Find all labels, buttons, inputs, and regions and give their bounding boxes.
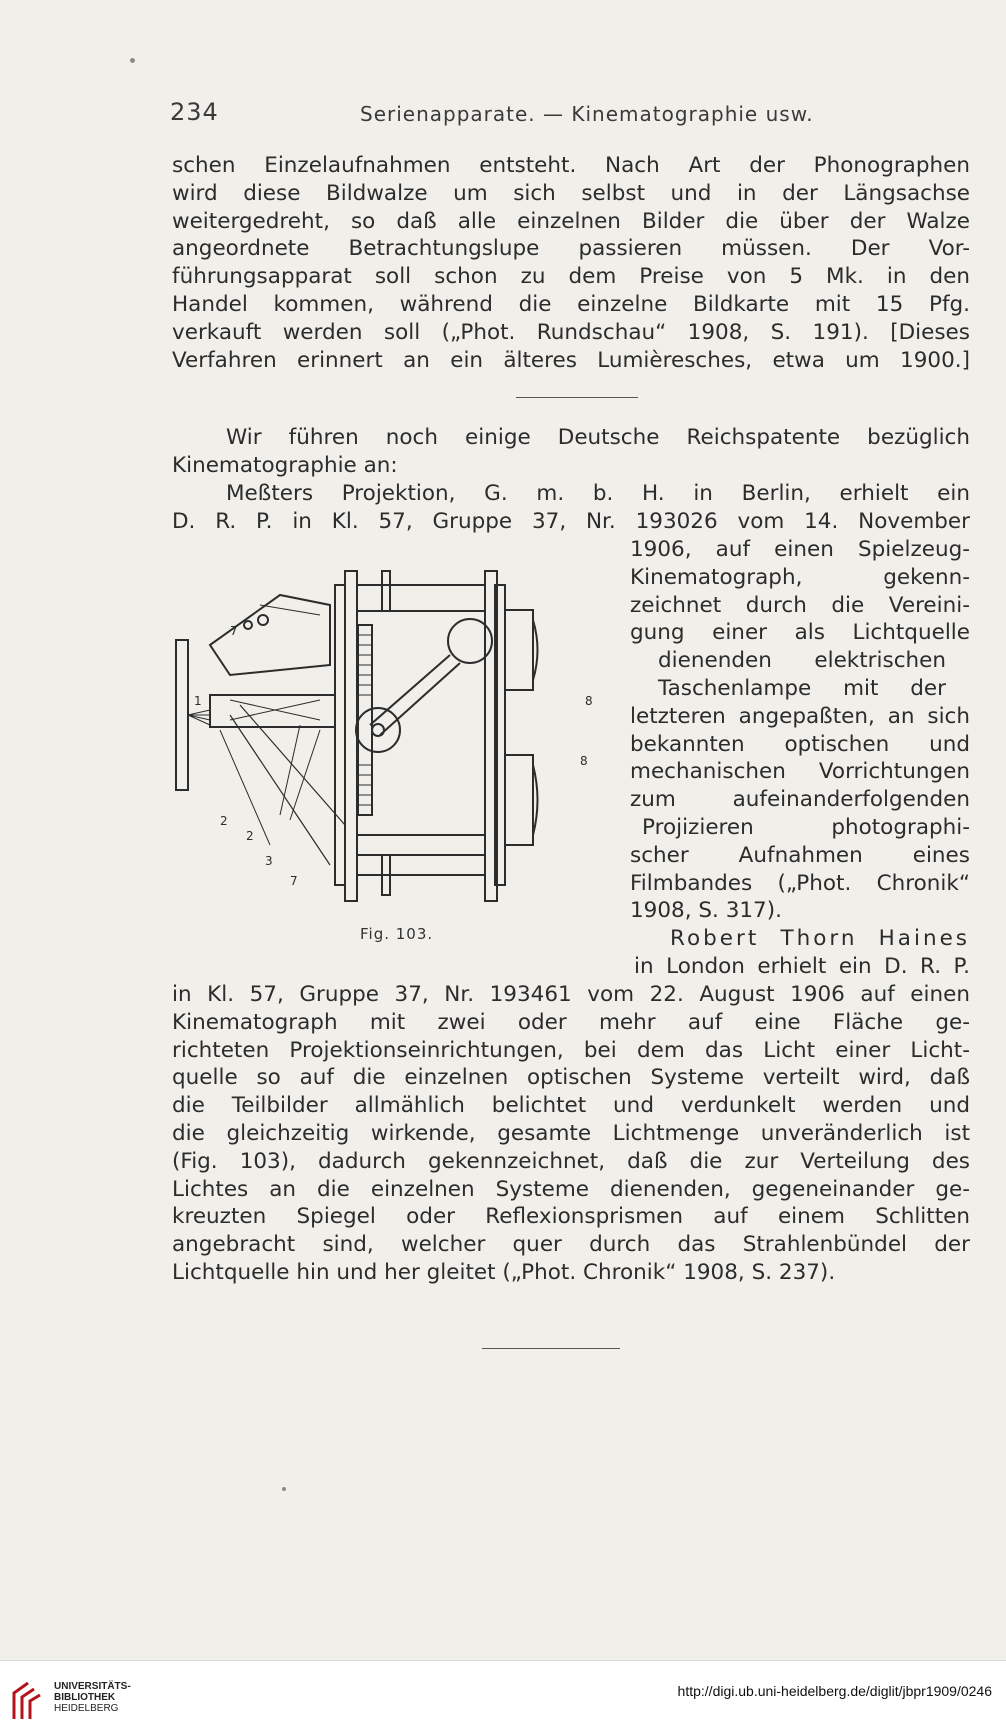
text-line: kreuzten Spiegel oder Reflexionsprismen auf einem Schlitten <box>172 1204 970 1230</box>
library-name <box>54 1681 131 1714</box>
text-line: 1908, S. 317). <box>630 898 782 924</box>
text-line: Filmbandes („Phot. Chronik“ <box>630 870 970 896</box>
text-line: quelle so auf die einzelnen optischen Systeme verteilt wird, daß <box>172 1065 970 1091</box>
running-title: Serienapparate. — Kinematographie usw. <box>360 102 814 126</box>
text-line: Projizieren photographi- <box>642 814 970 840</box>
paragraph-3 <box>172 480 970 536</box>
text-line: die gleichzeitig wirkende, gesamte Lichtmenge unveränderlich ist <box>172 1120 970 1146</box>
text-line: D. R. P. in Kl. 57, Gruppe 37, Nr. 193026 vom 14. November <box>172 508 970 534</box>
scan-speck <box>130 58 135 63</box>
text-line: Meßters Projektion, G. m. b. H. in Berlin, erhielt ein <box>226 481 970 506</box>
figure-label: 1 <box>194 694 202 708</box>
paragraph-4 <box>172 981 970 1287</box>
viewer-footer <box>0 1660 1006 1732</box>
text-line: Taschenlampe mit der <box>658 675 946 701</box>
text-line: die Teilbilder allmählich belichtet und verdunkelt werden und <box>172 1093 970 1119</box>
text-line: in Kl. 57, Gruppe 37, Nr. 193461 vom 22. August 1906 auf einen <box>172 982 970 1007</box>
text-line: letzteren angepaßten, an sich <box>630 703 970 729</box>
text-line: Verfahren erinnert an ein älteres Lumièresches, etwa um 1900.] <box>172 347 970 373</box>
library-logo-icon <box>10 1679 46 1723</box>
text-line: angeordnete Betrachtungslupe passieren müssen. Der Vor- <box>172 236 970 262</box>
text-line: angebracht sind, welcher quer durch das Strahlenbündel der <box>172 1232 970 1258</box>
text-line: wird diese Bildwalze um sich selbst und in der Längsachse <box>172 180 970 206</box>
text-line: gung einer als Lichtquelle <box>630 620 970 646</box>
text-line: führungsapparat soll schon zu dem Preise von 5 Mk. in den <box>172 264 970 290</box>
figure-label: 2 <box>220 814 228 828</box>
figure-label: 7 <box>290 874 298 888</box>
library-name-line: BIBLIOTHEK <box>54 1692 116 1703</box>
page-number: 234 <box>170 98 219 126</box>
text-line: Kinematographie an: <box>172 452 398 478</box>
figure-label: 2 <box>246 829 254 843</box>
end-divider <box>482 1348 620 1349</box>
text-line: Robert Thorn Haines <box>670 926 970 952</box>
text-line: in London erhielt ein D. R. P. <box>634 953 970 979</box>
text-line: Handel kommen, während die einzelne Bildkarte mit 15 Pfg. <box>172 291 970 317</box>
text-line: zum aufeinanderfolgenden <box>630 787 970 813</box>
figure-label: 3 <box>265 854 273 868</box>
text-line: 1906, auf einen Spielzeug- <box>630 537 970 562</box>
text-line: richteten Projektionseinrichtungen, bei dem das Licht einer Licht- <box>172 1037 970 1063</box>
figure-label: 8 <box>585 694 593 708</box>
figure-label: 8 <box>580 754 588 768</box>
paragraph-1 <box>172 152 970 374</box>
text-line: zeichnet durch die Vereini- <box>630 592 970 618</box>
text-line: Lichtquelle hin und her gleitet („Phot. Chronik“ 1908, S. 237). <box>172 1259 836 1285</box>
text-line: weitergedreht, so daß alle einzelnen Bilder die über der Walze <box>172 208 970 234</box>
text-line: mechanischen Vorrichtungen <box>630 759 970 785</box>
scan-speck <box>282 1487 286 1491</box>
permalink-url[interactable]: http://digi.ub.uni-heidelberg.de/diglit/jbpr1909/0246 <box>677 1683 992 1699</box>
figure-caption: Fig. 103. <box>360 925 434 943</box>
text-line: scher Aufnahmen eines <box>630 842 970 868</box>
text-line: verkauft werden soll („Phot. Rundschau“ 1908, S. 191). [Dieses <box>172 319 970 345</box>
figure-103-diagram <box>170 565 620 935</box>
figure-label: 7 <box>230 624 238 638</box>
text-line: schen Einzelaufnahmen entsteht. Nach Art der Phonographen <box>172 153 970 178</box>
library-name-line: HEIDELBERG <box>54 1703 119 1714</box>
section-divider <box>516 397 638 398</box>
paragraph-2 <box>172 424 970 480</box>
text-line: bekannten optischen und <box>630 731 970 757</box>
text-line: (Fig. 103), dadurch gekennzeichnet, daß die zur Verteilung des <box>172 1148 970 1174</box>
paragraph-3-beside-figure <box>630 536 970 981</box>
text-line: Kinematograph, gekenn- <box>630 564 970 590</box>
text-line: dienenden elektrischen <box>658 648 946 674</box>
text-line: Wir führen noch einige Deutsche Reichspatente bezüglich <box>226 425 970 450</box>
text-line: Kinematograph mit zwei oder mehr auf eine Fläche ge- <box>172 1009 970 1035</box>
library-name-line: UNIVERSITÄTS- <box>54 1681 131 1692</box>
text-line: Lichtes an die einzelnen Systeme dienenden, gegeneinander ge- <box>172 1176 970 1202</box>
